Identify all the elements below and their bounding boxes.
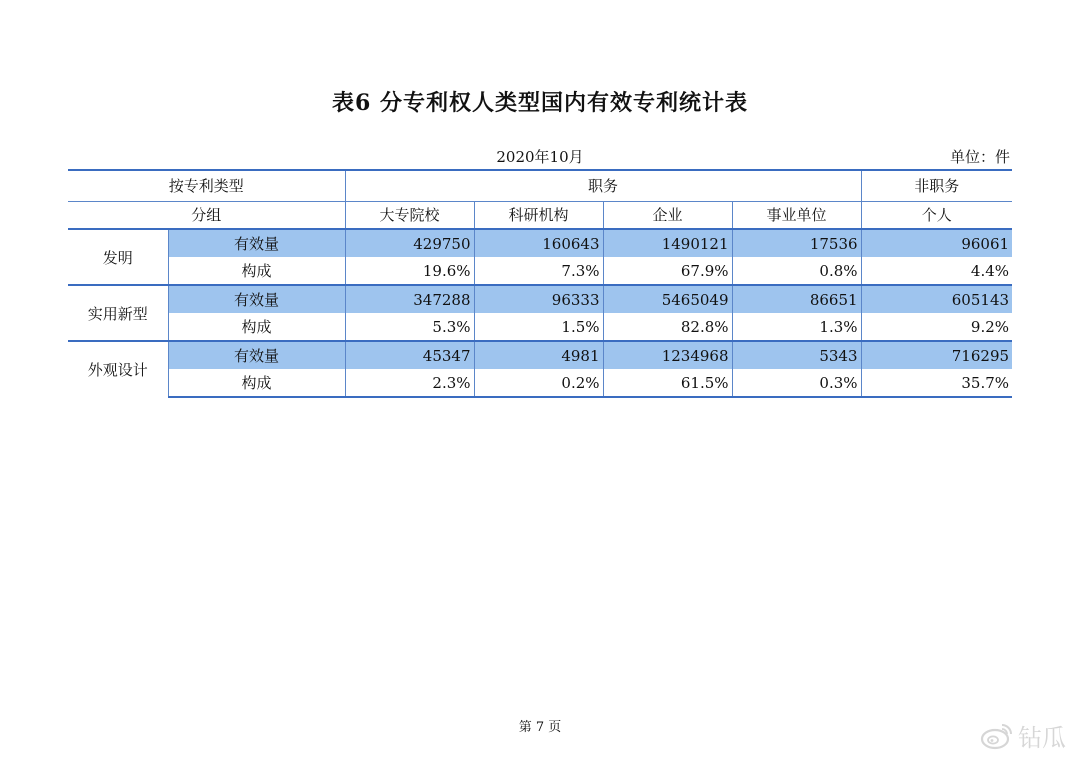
column-header: 事业单位 <box>732 201 861 229</box>
header-category-label: 按专利类型 <box>68 170 345 201</box>
page-number: 第 7 页 <box>518 720 562 735</box>
table-cell: 1.3% <box>732 313 861 341</box>
table-cell: 4981 <box>474 341 603 369</box>
table-cell: 429750 <box>345 229 474 257</box>
column-header: 企业 <box>603 201 732 229</box>
group-name-invention: 发明 <box>68 229 168 285</box>
row-label: 构成 <box>168 313 345 341</box>
table-cell: 5343 <box>732 341 861 369</box>
table-cell: 19.6% <box>345 257 474 285</box>
table-cell: 605143 <box>861 285 1012 313</box>
table-cell: 0.2% <box>474 369 603 397</box>
table-row <box>68 369 1012 397</box>
table-cell: 160643 <box>474 229 603 257</box>
table-cell: 17536 <box>732 229 861 257</box>
table-cell: 86651 <box>732 285 861 313</box>
table-cell: 4.4% <box>861 257 1012 285</box>
header-group-label: 分组 <box>68 201 345 229</box>
table-row <box>68 285 1012 313</box>
table-cell: 7.3% <box>474 257 603 285</box>
table-cell: 82.8% <box>603 313 732 341</box>
column-header: 个人 <box>861 201 1012 229</box>
row-label: 构成 <box>168 369 345 397</box>
table-cell: 5.3% <box>345 313 474 341</box>
table-cell: 96061 <box>861 229 1012 257</box>
table-cell: 5465049 <box>603 285 732 313</box>
header-service-group: 职务 <box>345 170 861 201</box>
group-name-utility-model: 实用新型 <box>68 285 168 341</box>
group-name-design: 外观设计 <box>68 341 168 397</box>
row-label: 有效量 <box>168 285 345 313</box>
unit-label: 单位：件 <box>949 148 1010 166</box>
table-cell: 1490121 <box>603 229 732 257</box>
table-cell: 35.7% <box>861 369 1012 397</box>
header-non-service-group: 非职务 <box>861 170 1012 201</box>
watermark-text: 钻瓜 <box>1018 724 1066 752</box>
table-cell: 0.3% <box>732 369 861 397</box>
row-label: 构成 <box>168 257 345 285</box>
table-cell: 0.8% <box>732 257 861 285</box>
table-row <box>68 257 1012 285</box>
table-cell: 96333 <box>474 285 603 313</box>
table-cell: 347288 <box>345 285 474 313</box>
table-cell: 716295 <box>861 341 1012 369</box>
weibo-icon <box>980 722 1014 750</box>
table-cell: 1.5% <box>474 313 603 341</box>
table-title: 表6 分专利权人类型国内有效专利统计表 <box>332 90 748 116</box>
row-label: 有效量 <box>168 341 345 369</box>
table-row <box>68 229 1012 257</box>
table-cell: 45347 <box>345 341 474 369</box>
table-cell: 1234968 <box>603 341 732 369</box>
column-header: 科研机构 <box>474 201 603 229</box>
report-date: 2020年10月 <box>496 148 584 166</box>
table-cell: 67.9% <box>603 257 732 285</box>
table-cell: 61.5% <box>603 369 732 397</box>
table-cell: 9.2% <box>861 313 1012 341</box>
table-cell: 2.3% <box>345 369 474 397</box>
column-header: 大专院校 <box>345 201 474 229</box>
watermark <box>980 718 1066 753</box>
table-row <box>68 313 1012 341</box>
header-row-2 <box>68 201 1012 229</box>
table-row <box>68 341 1012 369</box>
patent-stats-table <box>68 169 1012 398</box>
row-label: 有效量 <box>168 229 345 257</box>
header-row-1 <box>68 170 1012 201</box>
